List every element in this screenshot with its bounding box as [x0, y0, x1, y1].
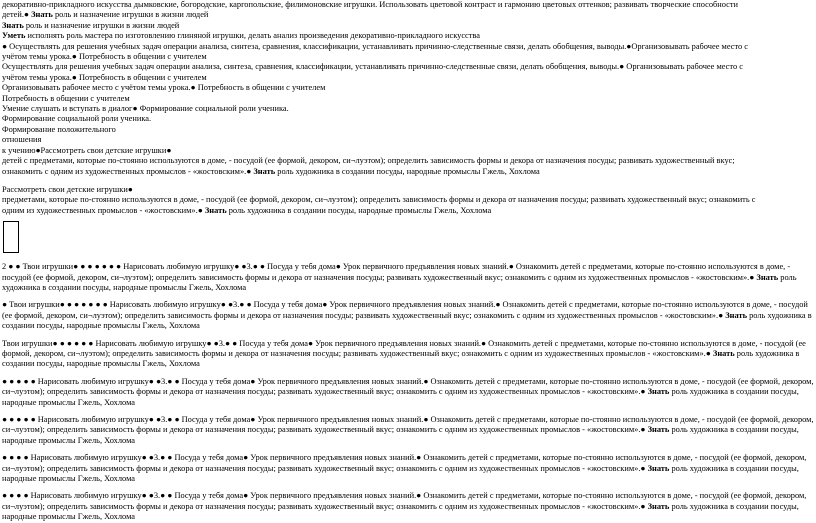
intro-line-3	[2, 21, 814, 31]
text-span: детей.●	[2, 10, 32, 20]
sections-list	[2, 262, 814, 523]
intro-line-11: Умение слушать и вступать в диалог● Формирование социальной роли ученика.	[2, 104, 289, 114]
text-span: роль художника в создании посуды, народные промыслы Гжель, Хохлома	[275, 166, 540, 176]
bold-label: Знать	[2, 20, 24, 30]
block2-line-3	[2, 206, 814, 216]
intro-line-15: к учению●Рассмотреть свои детские игрушки●	[2, 145, 172, 155]
intro-line-17	[2, 167, 814, 177]
text-span: ● ● ● ● ● Нарисовать любимую игрушку● ●3.● ● Посуда у тебя дома● Урок первичного предъявления новых знаний.● Ознакомить детей с предметами, которые по-стоянно используются в доме, - посудой (ее формой, декором, си¬луэтом); определить зависимость формы и декора от назначения посуды; развивать художественный вкус; ознакомить с одним из художественных промыслов - «жостовским».●	[2, 376, 814, 397]
text-span: исполнять роль мастера по изготовлению глиняной игрушки, делать анализ произведения декоративно-прикладного искусства	[25, 31, 480, 41]
bold-label: Знать	[647, 501, 670, 511]
text-span: роль и назначение игрушки в жизни людей	[52, 10, 209, 20]
text-span: 2 ● ● Твои игрушки● ● ● ● ● ● ● Нарисовать любимую игрушку● ●3.● ● Посуда у тебя дома● Урок первичного предъявления новых знаний.● Ознакомить детей с предметами, которые по-стоянно используются в доме, - посудой (ее формой, декором, си¬луэтом); определить зависимость формы и декора от назначения посуды; развивать художественный вкус; ознакомить с одним из художественных промыслов - «жостовским».●	[2, 262, 791, 282]
text-span: роль художника в создании посуды, народные промыслы Гжель, Хохлома	[2, 387, 799, 407]
bold-label: Знать	[204, 205, 227, 215]
bold-label: Знать	[647, 463, 670, 473]
empty-box	[3, 221, 19, 253]
text-span: ● ● ● ● Нарисовать любимую игрушку● ●3.● ● Посуда у тебя дома● Урок первичного предъявления новых знаний.● Ознакомить детей с предметами, которые по-стоянно используются в доме, - посудой (ее формой, декором, си¬луэтом); определить зависимость формы и декора от назначения посуды; развивать художественный вкус; ознакомить с одним из художественных промыслов - «жостовским».●	[2, 453, 807, 473]
section-paragraph-7	[2, 491, 814, 522]
bold-label: Знать	[31, 10, 53, 20]
intro-line-2	[2, 10, 814, 20]
block2-line-2: предметами, которые по-стоянно используются в доме, - посудой (ее формой, декором, си¬луэтом); определить зависимость формы и декора от назначения посуды; развивать художественный вкус; ознакомить с	[2, 195, 756, 205]
intro-line-6: учётом темы урока.● Потребность в общении с учителем	[2, 52, 207, 62]
bold-label: Знать	[725, 310, 748, 320]
text-span: одним из художественных промыслов - «жостовским».●	[2, 205, 205, 215]
text-span: ● ● ● ● Нарисовать любимую игрушку● ●3.● ● Посуда у тебя дома● Урок первичного предъявления новых знаний.● Ознакомить детей с предметами, которые по-стоянно используются в доме, - посудой (ее формой, декором, си¬луэтом); определить зависимость формы и декора от назначения посуды; развивать художественный вкус; ознакомить с одним из художественных промыслов - «жостовским».●	[2, 491, 807, 511]
text-span: Твои игрушки● ● ● ● ● ● Нарисовать любимую игрушку● ●3.● ● Посуда у тебя дома● Урок первичного предъявления новых знаний.● Ознакомить детей с предметами, которые по-стоянно используются в доме, - посудой (ее формой, декором, си¬луэтом); определить зависимость формы и декора от назначения посуды; развивать художественный вкус; ознакомить с одним из художественных промыслов - «жостовским».●	[2, 338, 806, 358]
bold-label: Уметь	[2, 31, 26, 41]
text-span: роль художника в создании посуды, народные промыслы Гжель, Хохлома	[226, 205, 492, 215]
text-span: роль художника в создании посуды, народные промыслы Гжель, Хохлома	[2, 272, 797, 292]
bold-label: Знать	[253, 166, 276, 176]
bold-label: Знать	[647, 387, 670, 397]
section-paragraph-4	[2, 377, 814, 408]
block-2	[2, 185, 814, 216]
text-span: ознакомить с одним из художественных промыслов - «жостовским».●	[2, 166, 254, 176]
bold-label: Знать	[756, 272, 779, 282]
text-span: роль художника в создании посуды, народные промыслы Гжель, Хохлома	[2, 463, 799, 484]
intro-line-13: Формирование положительного	[2, 124, 116, 134]
block2-line-1: Рассмотреть свои детские игрушки●	[2, 184, 133, 194]
intro-block	[2, 0, 814, 177]
intro-line-14: отношения	[2, 135, 42, 145]
bold-label: Знать	[712, 348, 735, 358]
intro-line-12: Формирование социальной роли ученика.	[2, 114, 152, 124]
bold-label: Знать	[647, 425, 670, 435]
text-span: роль художника в создании посуды, народные промыслы Гжель, Хохлома	[2, 501, 799, 522]
intro-line-16: детей с предметами, которые по-стоянно используются в доме, - посудой (ее формой, декором, си¬луэтом); определить зависимость формы и декора от назначения посуды; развивать художественный вкус;	[2, 156, 735, 166]
text-span: ● ● ● ● ● Нарисовать любимую игрушку● ●3.● ● Посуда у тебя дома● Урок первичного предъявления новых знаний.● Ознакомить детей с предметами, которые по-стоянно используются в доме, - посудой (ее формой, декором, си¬луэтом); определить зависимость формы и декора от назначения посуды; развивать художественный вкус; ознакомить с одним из художественных промыслов - «жостовским».●	[2, 415, 814, 435]
text-span: роль и назначение игрушки в жизни людей	[23, 20, 180, 30]
intro-line-8: учётом темы урока.● Потребность в общении с учителем	[2, 72, 207, 82]
text-span: ● Твои игрушки● ● ● ● ● ● ● Нарисовать любимую игрушку● ●3.● ● Посуда у тебя дома● Урок первичного предъявления новых знаний.● Ознакомить детей с предметами, которые по-стоянно используются в доме, - посудой (ее формой, декором, си¬луэтом); определить зависимость формы и декора от назначения посуды; развивать художественный вкус; ознакомить с одним из художественных промыслов - «жостовским».●	[2, 300, 808, 320]
spacer	[2, 177, 814, 185]
text-span: роль художника в создании посуды, народные промыслы Гжель, Хохлома	[2, 425, 799, 445]
section-paragraph-1	[2, 262, 814, 293]
intro-line-4	[2, 31, 814, 41]
intro-line-7: Осуществлять для решения учебных задач операции анализа, синтеза, сравнения, классификации, устанавливать причинно-следственные связи, делать обобщения, выводы.● Организовывать рабочее место с	[2, 62, 743, 72]
intro-line-9: Организовывать рабочее место с учётом темы урока.● Потребность в общении с учителем	[2, 83, 326, 93]
text-span: роль художника в создании посуды, народные промыслы Гжель, Хохлома	[2, 310, 812, 331]
section-paragraph-5	[2, 415, 814, 446]
section-paragraph-3	[2, 339, 814, 370]
intro-line-1: декоративно-прикладного искусства дымковские, богородские, каргопольские, филимоновские игрушки. Использовать цветовой контраст и гармонию цветовых оттенков; развивать творческие способности	[2, 0, 739, 9]
intro-line-10: Потребность в общении с учителем	[2, 93, 130, 103]
intro-line-5: ● Осуществлять для решения учебных задач операции анализа, синтеза, сравнения, классификации, устанавливать причинно-следственные связи, делать обобщения, выводы.●Организовывать рабочее место с	[2, 41, 749, 51]
section-paragraph-6	[2, 453, 814, 484]
text-span: роль художника в создании посуды, народные промыслы Гжель, Хохлома	[2, 348, 800, 369]
section-paragraph-2	[2, 300, 814, 331]
